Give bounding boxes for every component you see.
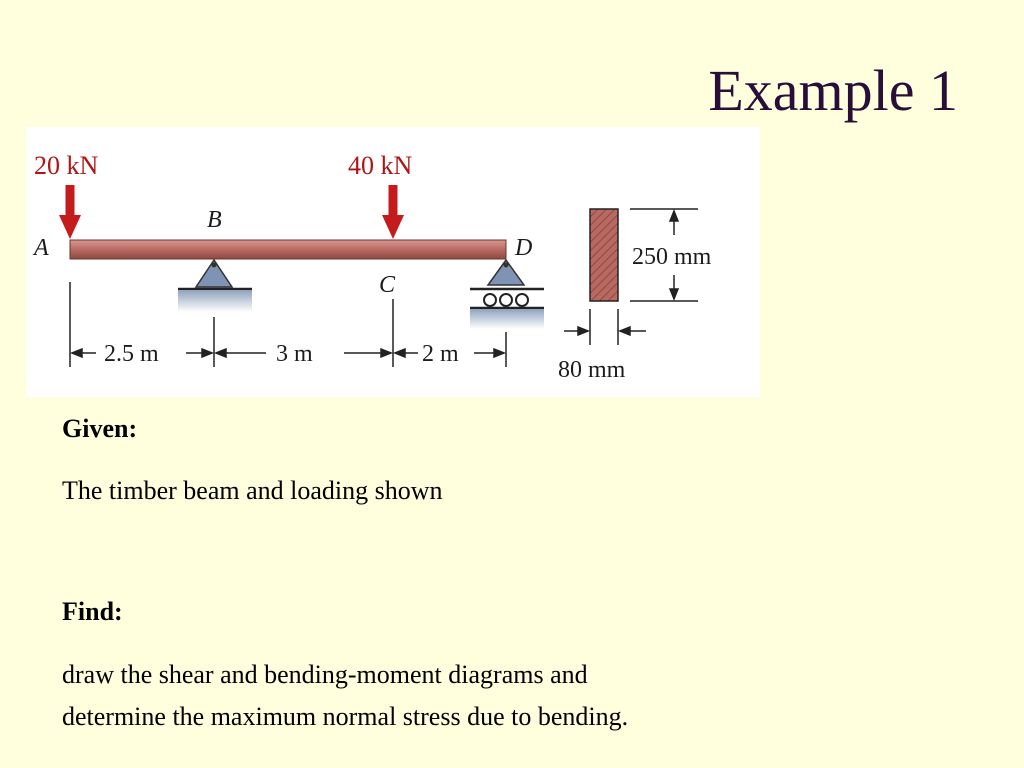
find-heading: Find:: [62, 597, 123, 626]
point-label-b: B: [207, 207, 222, 233]
beam-diagram: [26, 127, 760, 397]
dim-label-bc: 3 m: [276, 341, 313, 367]
load-label-20kn: 20 kN: [34, 151, 99, 180]
width-dimension: [564, 309, 646, 345]
load-arrow-20kn: [59, 185, 81, 239]
load-label-40kn: 40 kN: [348, 151, 413, 180]
point-label-d: D: [515, 235, 533, 261]
find-text: [62, 654, 628, 738]
point-label-c: C: [379, 272, 396, 298]
given-text: The timber beam and loading shown: [62, 476, 443, 505]
pin-support-b: [178, 260, 252, 312]
load-arrow-40kn: [382, 185, 404, 239]
dim-label-width: 80 mm: [558, 357, 626, 383]
point-label-a: A: [34, 235, 49, 261]
find-text-line-2: determine the maximum normal stress due to bending.: [62, 702, 629, 731]
dim-label-height: 250 mm: [632, 244, 712, 270]
given-heading: Given:: [62, 414, 138, 443]
slide-title: Example 1: [708, 58, 958, 123]
dim-label-ab: 2.5 m: [104, 341, 159, 367]
roller-support-d: [470, 260, 544, 329]
beam-figure: [26, 127, 760, 397]
beam: [70, 240, 506, 259]
cross-section: [590, 209, 618, 301]
dim-label-cd: 2 m: [422, 341, 459, 367]
find-text-line-1: draw the shear and bending-moment diagrams and: [62, 660, 588, 689]
